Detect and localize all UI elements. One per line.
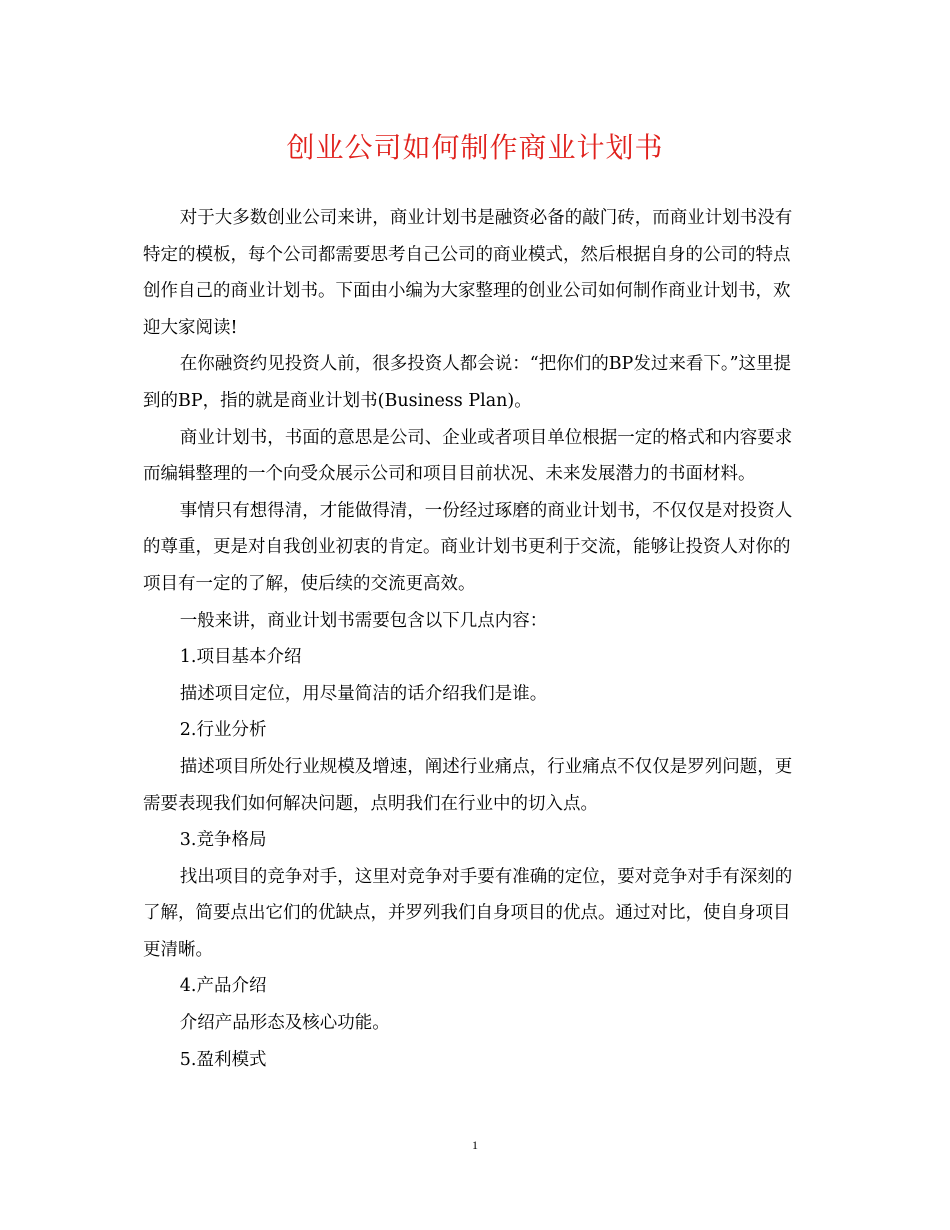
document-body [143,200,807,1078]
paragraph-contents-intro: 一般来讲，商业计划书需要包含以下几点内容： [179,610,548,631]
section-body-2: 描述项目所处行业规模及增速，阐述行业痛点，行业痛点不仅仅是罗列问题，更需要表现我们如何解决问题，点明我们在行业中的切入点。 [143,756,793,814]
section-heading-1: 1.项目基本介绍 [179,647,302,668]
section-body-4: 介绍产品形态及核心功能。 [179,1013,390,1034]
page-number: 1 [472,1138,478,1152]
paragraph-bp: 在你融资约见投资人前，很多投资人都会说：“把你们的BP发过来看下。”这里提到的BP，指的就是商业计划书(Business Plan)。 [143,354,792,411]
section-body-1: 描述项目定位，用尽量简洁的话介绍我们是谁。 [179,683,548,704]
section-heading-4: 4.产品介绍 [179,976,267,997]
section-heading-2: 2.行业分析 [179,720,267,741]
section-body-3: 找出项目的竞争对手，这里对竞争对手要有准确的定位，要对竞争对手有深刻的了解，简要点出它们的优缺点，并罗列我们自身项目的优点。通过对比，使自身项目更清晰。 [143,866,793,960]
document-title: 创业公司如何制作商业计划书 [286,131,664,164]
section-heading-3: 3.竞争格局 [179,830,267,851]
paragraph-definition: 商业计划书，书面的意思是公司、企业或者项目单位根据一定的格式和内容要求而编辑整理的一个向受众展示公司和项目目前状况、未来发展潜力的书面材料。 [143,427,793,485]
paragraph-purpose: 事情只有想得清，才能做得清，一份经过琢磨的商业计划书，不仅仅是对投资人的尊重，更是对自我创业初衷的肯定。商业计划书更利于交流，能够让投资人对你的项目有一定的了解，使后续的交流更高效。 [143,500,793,594]
section-heading-5: 5.盈利模式 [179,1049,267,1070]
paragraph-intro: 对于大多数创业公司来讲，商业计划书是融资必备的敲门砖，而商业计划书没有特定的模板，每个公司都需要思考自己公司的商业模式，然后根据自身的公司的特点创作自己的商业计划书。下面由小编为大家整理的创业公司如何制作商业计划书，欢迎大家阅读! [143,208,793,338]
